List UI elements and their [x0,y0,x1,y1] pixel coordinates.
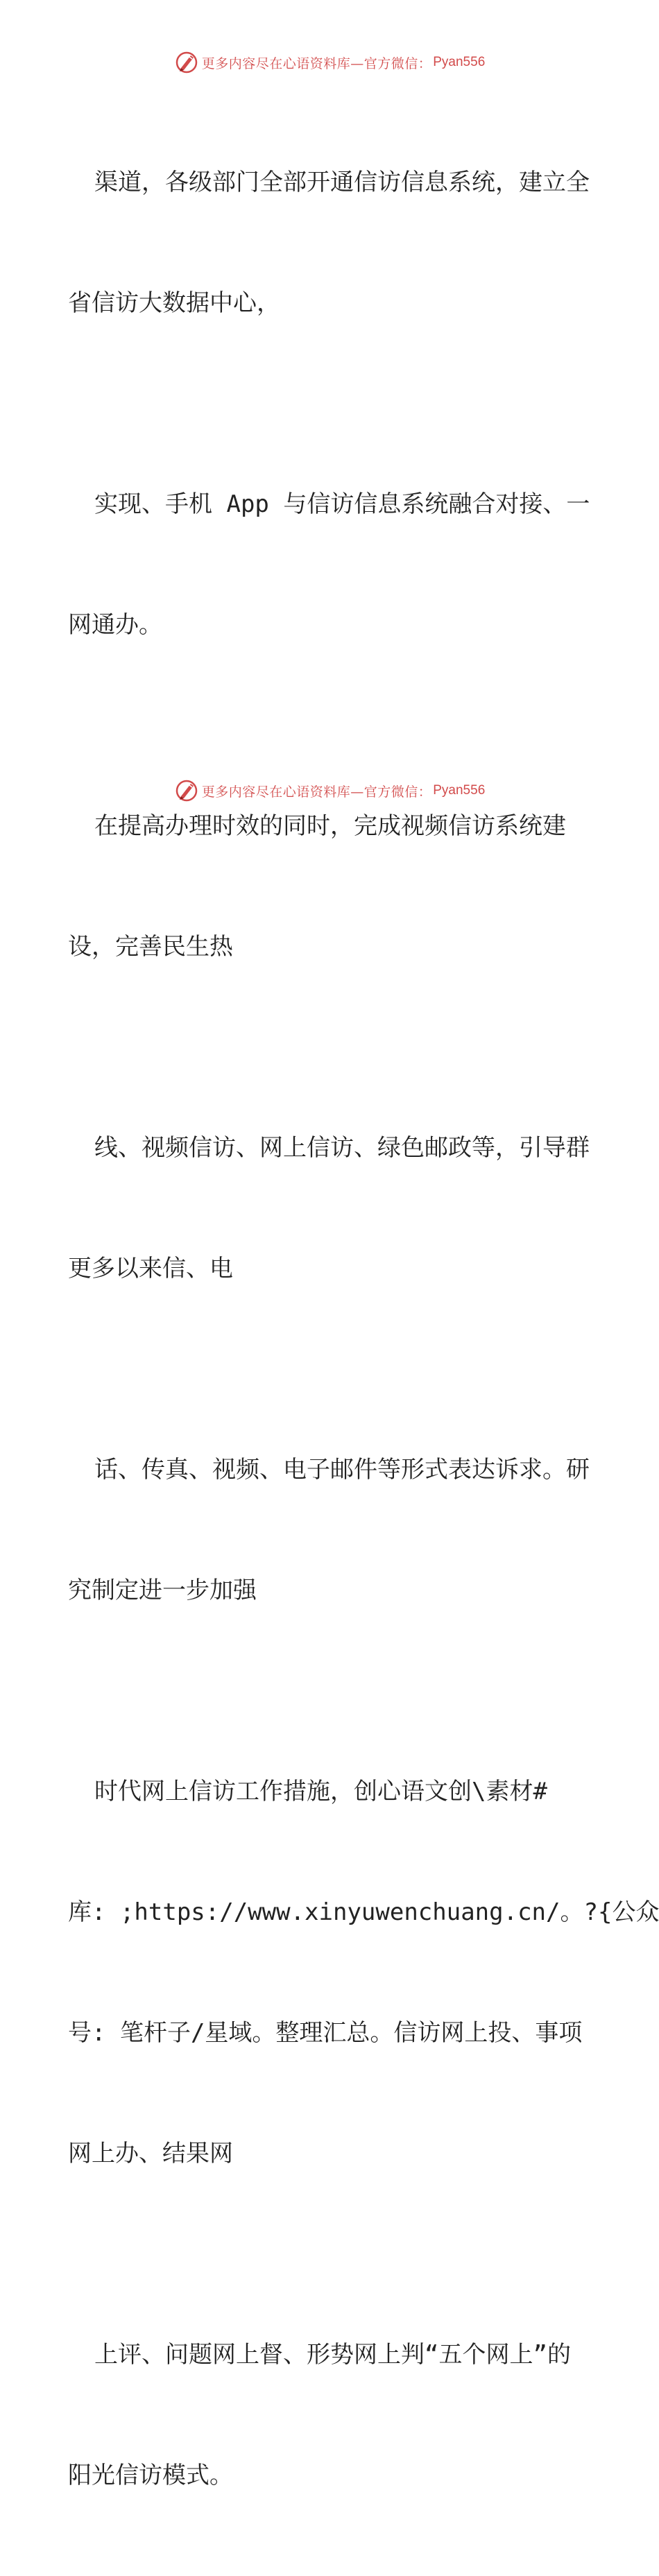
footer-watermark [0,777,659,805]
paragraph-line: 时代网上信访工作措施，创心语文创\素材# [94,1778,547,1805]
paragraph-line: 实现、手机 App 与信访信息系统融合对接、一 [94,490,590,518]
paragraph [68,725,595,1047]
footer-brand-text: 更多内容尽在心语资料库—官方微信： [201,784,432,800]
paragraph [68,2254,595,2576]
pen-logo-icon [174,778,199,803]
paragraph [68,404,595,725]
body-text [68,82,659,2576]
footer-brand-id: Pyan556 [433,783,486,798]
paragraph-line: 在提高办理时效的同时，完成视频信访系统建 [94,812,566,840]
paragraph-line: 更多以来信、电 [68,1255,233,1282]
paragraph [68,1691,659,2254]
paragraph-line: 设，完善民生热 [68,933,233,961]
paragraph-line: 话、传真、视频、电子邮件等形式表达诉求。研 [94,1456,590,1484]
header-watermark [0,49,659,76]
paragraph-line: 号: 笔杆子/星域。整理汇总。信访网上投、事项 [68,2019,583,2047]
paragraph-line: 网通办。 [68,611,162,639]
paragraph-line: 阳光信访模式。 [68,2462,233,2489]
paragraph-line: 渠道，各级部门全部开通信访信息系统，建立全 [94,169,590,196]
paragraph-line: 究制定进一步加强 [68,1577,257,1604]
paragraph [68,82,595,404]
paragraph [68,1047,595,1369]
paragraph-line: 省信访大数据中心， [68,289,280,317]
paragraph-line: 线、视频信访、网上信访、绿色邮政等，引导群 [94,1134,590,1162]
paragraph-line: 库: ;https://www.xinyuwenchuang.cn/。?{公众 [68,1898,659,1926]
paragraph-line: 上评、问题网上督、形势网上判“五个网上”的 [94,2341,571,2369]
header-brand-id: Pyan556 [433,55,486,69]
paragraph-line: 网上办、结果网 [68,2140,233,2167]
pen-logo-icon [174,50,199,75]
paragraph [68,1369,595,1691]
header-brand-text: 更多内容尽在心语资料库—官方微信： [201,55,432,71]
